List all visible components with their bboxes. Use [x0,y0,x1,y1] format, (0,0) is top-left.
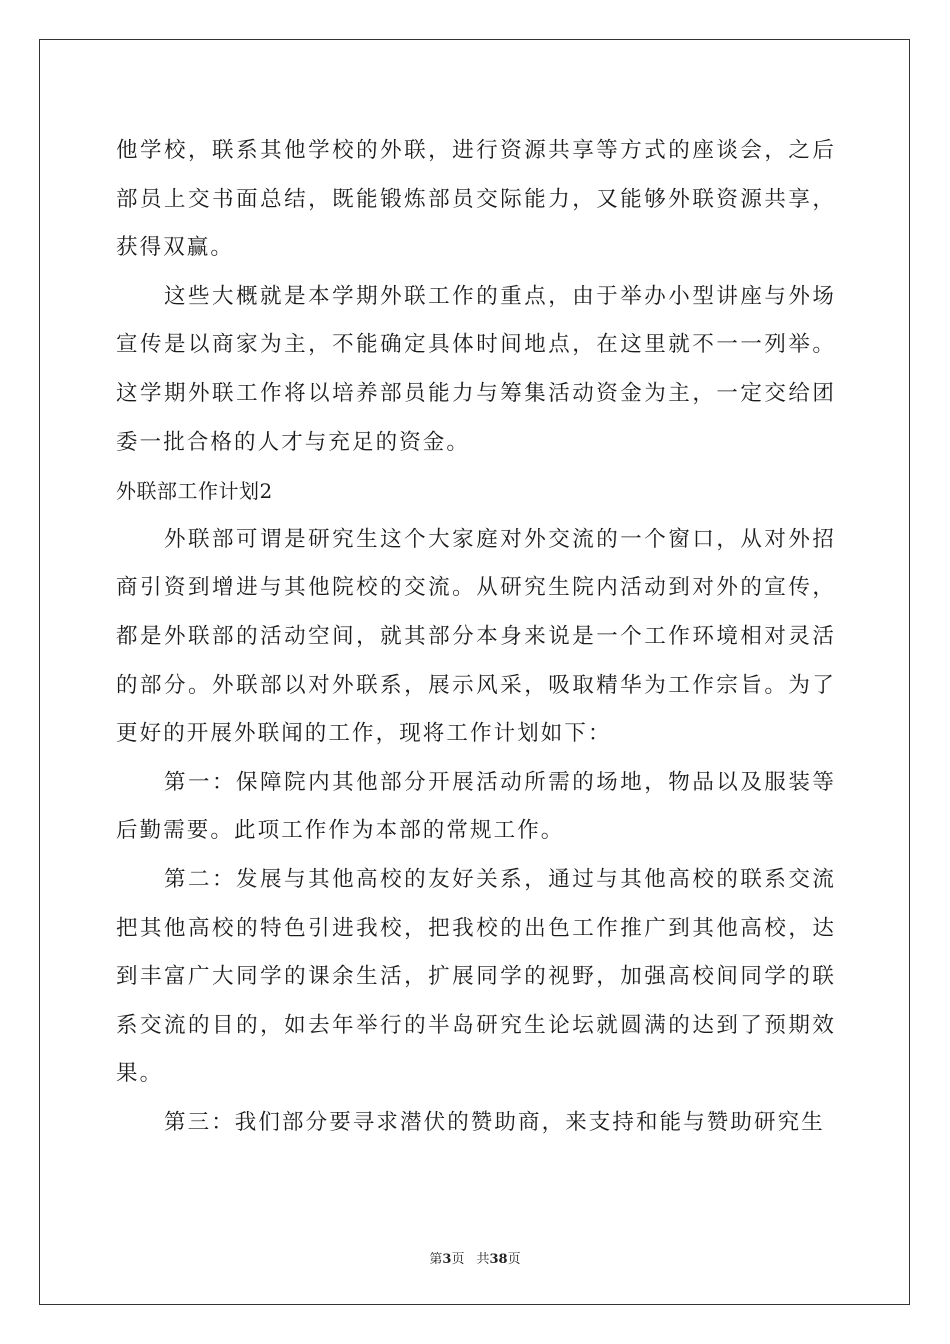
total-pages: 38 [489,1252,508,1267]
document-body [116,127,836,1147]
total-suffix: 页 [507,1252,521,1267]
paragraph-item-one: 第一：保障院内其他部分开展活动所需的场地，物品以及服装等后勤需要。此项工作作为本部的常规工作。 [116,769,836,844]
paragraph-item-three: 第三：我们部分要寻求潜伏的赞助商，来支持和能与赞助研究生 [164,1109,825,1135]
section-heading: 外联部工作计划2 [116,479,273,504]
paragraph-continuation: 他学校，联系其他学校的外联，进行资源共享等方式的座谈会，之后部员上交书面总结，既能锻炼部员交际能力，又能够外联资源共享，获得双赢。 [116,138,836,261]
page-suffix: 页 [451,1252,465,1267]
page-prefix: 第 [429,1252,443,1267]
page-footer [0,1248,950,1267]
paragraph-summary: 这些大概就是本学期外联工作的重点，由于举办小型讲座与外场宣传是以商家为主，不能确定具体时间地点，在这里就不一一列举。这学期外联工作将以培养部员能力与筹集活动资金为主，一定交给团委一批合格的人才与充足的资金。 [116,283,836,455]
total-prefix: 共 [476,1252,490,1267]
paragraph-intro: 外联部可谓是研究生这个大家庭对外交流的一个窗口，从对外招商引资到增进与其他院校的交流。从研究生院内活动到对外的宣传，都是外联部的活动空间，就其部分本身来说是一个工作环境相对灵活的部分。外联部以对外联系，展示风采，吸取精华为工作宗旨。为了更好的开展外联闻的工作，现将工作计划如下： [116,526,836,747]
paragraph-item-two: 第二：发展与其他高校的友好关系，通过与其他高校的联系交流把其他高校的特色引进我校，把我校的出色工作推广到其他高校，达到丰富广大同学的课余生活，扩展同学的视野，加强高校间同学的联系交流的目的，如去年举行的半岛研究生论坛就圆满的达到了预期效果。 [116,866,836,1087]
page-number: 3 [442,1252,452,1267]
